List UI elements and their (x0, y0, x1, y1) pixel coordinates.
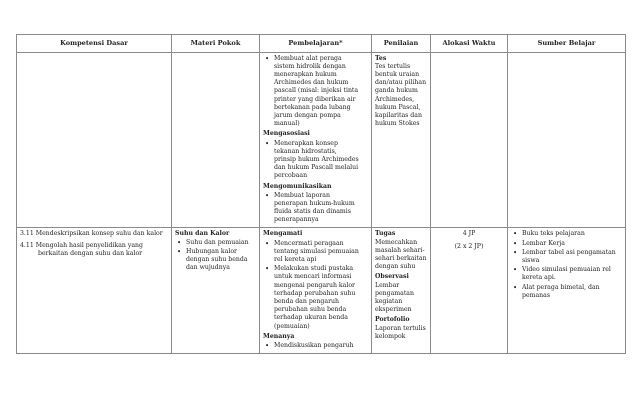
alokasi-detail: (2 x 2 JP) (454, 242, 484, 250)
list-item: • Mencermati peragaan tentang simulasi pemuaian rel kereta api (263, 240, 360, 265)
kd-item: 3.11 Mendeskripsikan konsep suhu dan kalor (20, 230, 163, 238)
list-item: • Menerapkan konsep tekanan hidrostatis, prinsip hukum Archimedes dan hukum Pascall melalui percobaan (263, 140, 360, 181)
list-item: • Hubungan kalor dengan suhu benda dan wujudnya (175, 248, 256, 273)
penilaian-heading-tes: Tes (375, 54, 387, 62)
table-row (17, 52, 626, 228)
list-item: • Mendiskusikan pengaruh (263, 342, 360, 350)
alokasi-jp: 4 JP (462, 230, 476, 238)
header-pembelajaran: Pembelajaran* (260, 35, 372, 53)
penilaian-heading-tugas: Tugas (375, 230, 396, 238)
header-alokasi-waktu: Alokasi Waktu (431, 35, 508, 53)
cell-sumber-empty (508, 52, 626, 228)
cell-kd-empty (17, 52, 172, 228)
list-item: • Membuat alat peraga sistem hidrolik dengan menerapkan hukum Archimedes dan hukum pascall (misal: injeksi tinta printer yang diberikan air bertekanan pada lubang jarum dengan pompa manual) (263, 55, 360, 129)
syllabus-table (16, 34, 626, 354)
cell-pembelajaran (260, 228, 372, 354)
section-heading-menanya: Menanya (263, 332, 295, 340)
penilaian-heading-observasi: Observasi (375, 273, 409, 281)
cell-materi-empty (172, 52, 260, 228)
kd-item: 4.11 Mengolah hasil penyelidikan yang berkaitan dengan suhu dan kalor (20, 241, 143, 257)
section-heading-mengasosiasi: Mengasosiasi (263, 130, 310, 138)
cell-penilaian (372, 52, 431, 228)
header-kompetensi-dasar: Kompetensi Dasar (17, 35, 172, 53)
header-sumber-belajar: Sumber Belajar (508, 35, 626, 53)
cell-kompetensi-dasar (17, 228, 172, 354)
penilaian-text: Tes tertulis bentuk uraian dan/atau pilihan ganda hukum Archimedes, hukum Pascal, kapilaritas dan hukum Stokes (375, 62, 427, 128)
list-item: • Suhu dan pemuaian (175, 239, 256, 247)
materi-title: Suhu dan Kalor (175, 230, 230, 238)
header-penilaian: Penilaian (372, 35, 431, 53)
list-item: • Melakukan studi pustaka untuk mencari informasi mengenai pengaruh kalor terhadap perubahan suhu benda dan pengaruh perubahan suhu benda terhadap ukuran benda (pemuaian) (263, 265, 360, 331)
penilaian-text: Laporan tertulis kelompok (375, 324, 426, 340)
list-item: • Video simulasi pemuaian rel kereta api. (511, 266, 622, 282)
cell-penilaian (372, 228, 431, 354)
list-item: • Lembar tabel asi pengamatan siswa (511, 249, 622, 265)
penilaian-text: Memecahkan masalah sehari-sehari berkaitan dengan suhu (375, 238, 427, 271)
list-item: • Buku teks pelajaran (511, 230, 622, 238)
table-row (17, 228, 626, 354)
section-heading-mengomunikasikan: Mengomunikasikan (263, 182, 332, 190)
cell-alokasi-waktu (431, 228, 508, 354)
list-item: • Membuat laporan penerapan hukum-hukum fluida statis dan dinamis penerapannya (263, 192, 360, 225)
header-materi-pokok: Materi Pokok (172, 35, 260, 53)
cell-sumber-belajar (508, 228, 626, 354)
cell-pembelajaran (260, 52, 372, 228)
cell-materi-pokok (172, 228, 260, 354)
cell-alokasi-empty (431, 52, 508, 228)
penilaian-text: Lembar pengamatan kegiatan eksperimen (375, 281, 414, 314)
list-item: • Alat peraga bimetal, dan pemanas (511, 284, 622, 300)
penilaian-heading-portofolio: Portofolio (375, 316, 410, 324)
header-row (17, 35, 626, 53)
list-item: • Lembar Kerja (511, 240, 622, 248)
section-heading-mengamati: Mengamati (263, 230, 303, 238)
